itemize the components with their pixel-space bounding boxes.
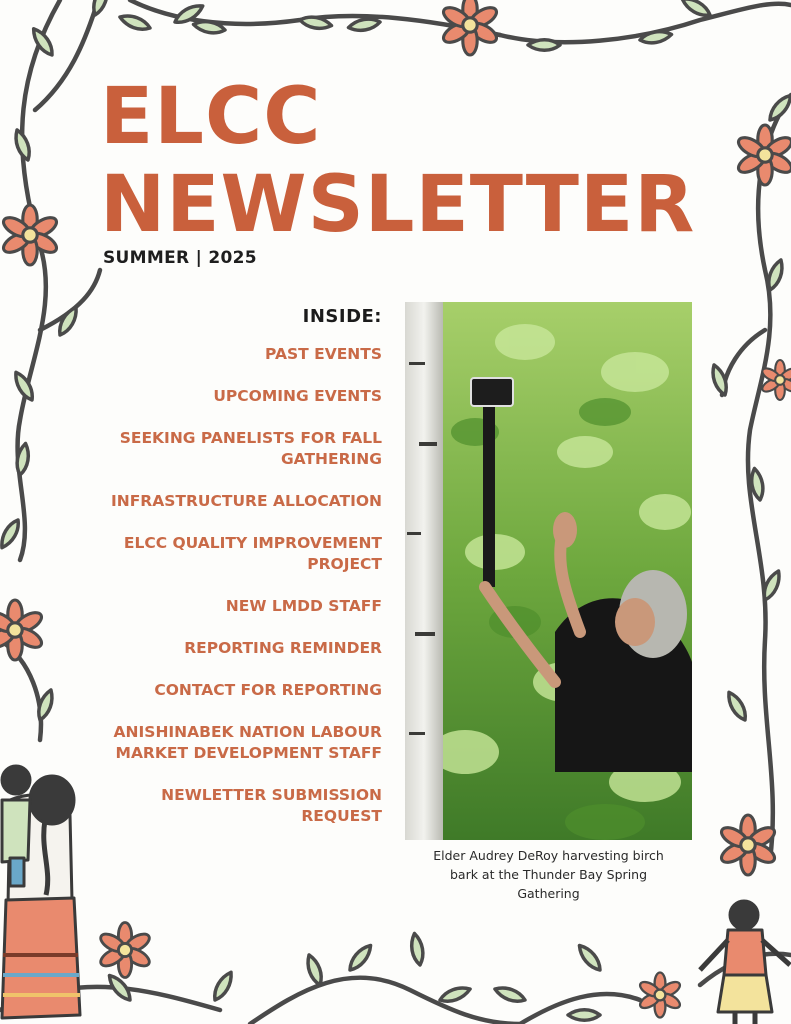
toc-item-line: PAST EVENTS (265, 345, 382, 363)
toc-heading: INSIDE: (302, 306, 382, 327)
toc-item-line: MARKET DEVELOPMENT STAFF (115, 744, 382, 762)
edition-label: SUMMER | 2025 (103, 248, 257, 268)
toc-item-upcoming-events[interactable] (70, 386, 382, 407)
toc-item-line: NEWLETTER SUBMISSION (161, 786, 382, 804)
toc-item-submission-request[interactable] (70, 785, 382, 827)
caption-line: bark at the Thunder Bay Spring (449, 867, 648, 882)
photo-caption (405, 846, 692, 903)
toc-item-line: INFRASTRUCTURE ALLOCATION (110, 492, 382, 510)
toc-item-labour-market-staff[interactable] (70, 722, 382, 764)
toc-item-quality-improvement[interactable] (70, 533, 382, 575)
toc-item-line: ANISHINABEK NATION LABOUR (113, 723, 382, 741)
toc-item-line: NEW LMDD STAFF (225, 597, 382, 615)
toc-item-line: GATHERING (280, 450, 382, 468)
caption-line: Gathering (517, 886, 580, 901)
newsletter-title-line1: ELCC (100, 72, 322, 162)
toc-item-seeking-panelists[interactable] (70, 428, 382, 470)
toc-item-line: SEEKING PANELISTS FOR FALL (119, 429, 382, 447)
toc-item-line: REQUEST (301, 807, 382, 825)
toc-item-contact-for-reporting[interactable] (70, 680, 382, 701)
toc-item-line: ELCC QUALITY IMPROVEMENT (123, 534, 382, 552)
table-of-contents (70, 304, 382, 827)
caption-line: Elder Audrey DeRoy harvesting birch (433, 848, 664, 863)
toc-item-past-events[interactable] (70, 344, 382, 365)
newsletter-title-line2: NEWSLETTER (100, 160, 696, 250)
toc-item-infrastructure-allocation[interactable] (70, 491, 382, 512)
toc-item-line: PROJECT (307, 555, 382, 573)
toc-item-line: REPORTING REMINDER (184, 639, 382, 657)
toc-item-line: UPCOMING EVENTS (213, 387, 382, 405)
toc-item-line: CONTACT FOR REPORTING (154, 681, 382, 699)
photo-illustration (405, 302, 692, 840)
toc-item-reporting-reminder[interactable] (70, 638, 382, 659)
toc-item-new-lmdd-staff[interactable] (70, 596, 382, 617)
cover-photo (405, 302, 692, 840)
